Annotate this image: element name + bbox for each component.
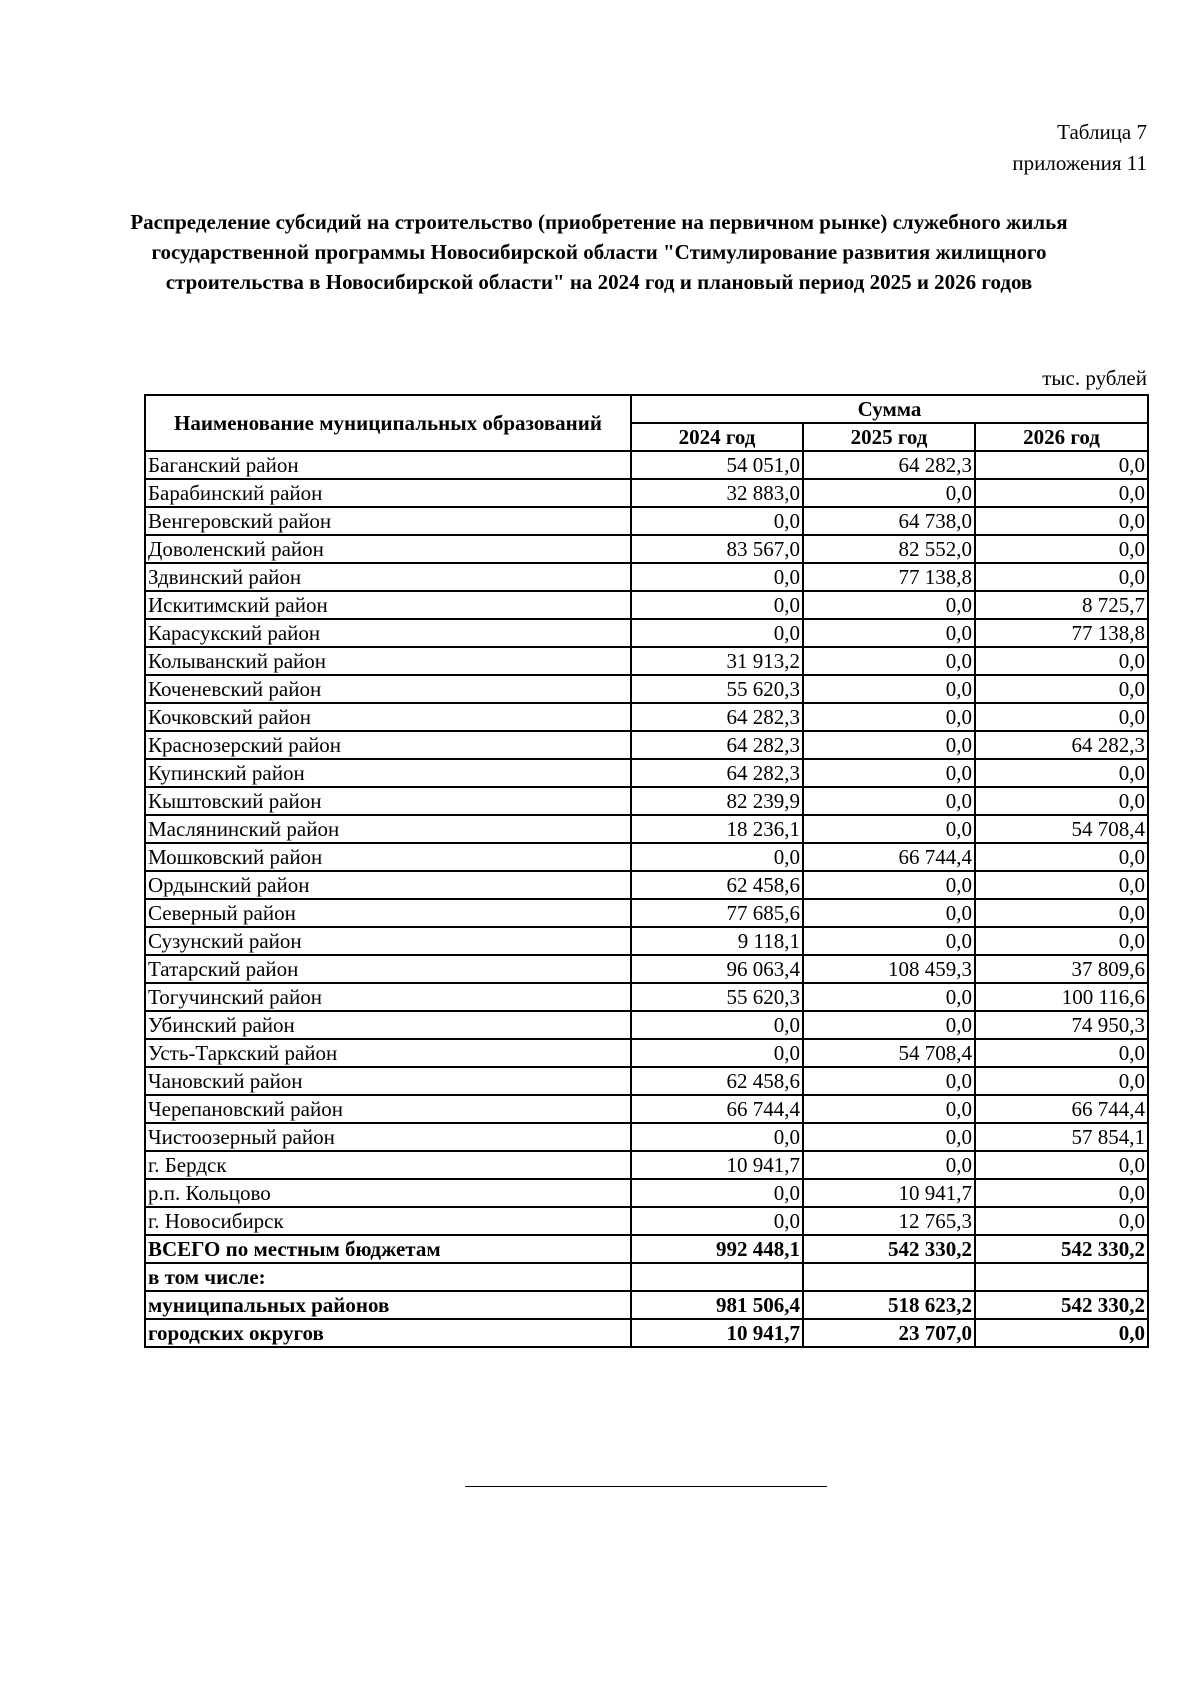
- table-row: [145, 1011, 1148, 1039]
- table-row: [145, 1095, 1148, 1123]
- value-2026: 0,0: [975, 507, 1148, 535]
- value-2024: 66 744,4: [631, 1095, 803, 1123]
- value-2025: 0,0: [803, 1067, 975, 1095]
- value-2024: 0,0: [631, 619, 803, 647]
- value-2024: 31 913,2: [631, 647, 803, 675]
- value-2024: [631, 1263, 803, 1291]
- value-2024: 0,0: [631, 1123, 803, 1151]
- table-row: [145, 899, 1148, 927]
- value-2025: 0,0: [803, 983, 975, 1011]
- value-2024: 0,0: [631, 507, 803, 535]
- value-2024: 54 051,0: [631, 451, 803, 479]
- municipality-name: ВСЕГО по местным бюджетам: [145, 1235, 631, 1263]
- subsidy-table: [144, 394, 1149, 1348]
- value-2025: 0,0: [803, 647, 975, 675]
- value-2024: 55 620,3: [631, 983, 803, 1011]
- table-row: [145, 451, 1148, 479]
- value-2025: 0,0: [803, 675, 975, 703]
- value-2026: 0,0: [975, 1319, 1148, 1347]
- value-2024: 0,0: [631, 1207, 803, 1235]
- municipality-name: Сузунский район: [145, 927, 631, 955]
- municipality-name: Кыштовский район: [145, 787, 631, 815]
- table-row: [145, 815, 1148, 843]
- value-2024: 77 685,6: [631, 899, 803, 927]
- table-row: [145, 843, 1148, 871]
- unit-label: тыс. рублей: [1042, 366, 1147, 390]
- value-2026: 0,0: [975, 787, 1148, 815]
- value-2024: 0,0: [631, 843, 803, 871]
- total-row: [145, 1235, 1148, 1263]
- table-row: [145, 955, 1148, 983]
- value-2026: [975, 1263, 1148, 1291]
- value-2024: 82 239,9: [631, 787, 803, 815]
- value-2024: 981 506,4: [631, 1291, 803, 1319]
- closing-rule: [465, 1486, 827, 1487]
- value-2025: 10 941,7: [803, 1179, 975, 1207]
- value-2024: 62 458,6: [631, 871, 803, 899]
- municipality-name: Чистоозерный район: [145, 1123, 631, 1151]
- value-2025: 0,0: [803, 731, 975, 759]
- table-row: [145, 507, 1148, 535]
- value-2025: 0,0: [803, 1123, 975, 1151]
- municipality-name: Тогучинский район: [145, 983, 631, 1011]
- value-2024: 64 282,3: [631, 731, 803, 759]
- value-2025: 64 738,0: [803, 507, 975, 535]
- value-2024: 0,0: [631, 563, 803, 591]
- value-2024: 64 282,3: [631, 703, 803, 731]
- value-2025: 0,0: [803, 479, 975, 507]
- table-row: [145, 927, 1148, 955]
- value-2026: 100 116,6: [975, 983, 1148, 1011]
- municipality-name: в том числе:: [145, 1263, 631, 1291]
- value-2026: 66 744,4: [975, 1095, 1148, 1123]
- value-2025: 0,0: [803, 899, 975, 927]
- value-2026: 0,0: [975, 451, 1148, 479]
- value-2026: 0,0: [975, 563, 1148, 591]
- value-2026: 0,0: [975, 899, 1148, 927]
- value-2026: 77 138,8: [975, 619, 1148, 647]
- value-2025: 0,0: [803, 591, 975, 619]
- document-title: Распределение субсидий на строительство (приобретение на первичном рынке) служебного жилья государственной программы Новосибирской области "Стимулирование развития жилищного строительства в Новосибирской области" на 2024 год и плановый период 2025 и 2026 годов: [130, 210, 1068, 294]
- value-2026: 542 330,2: [975, 1235, 1148, 1263]
- total-row: [145, 1263, 1148, 1291]
- value-2025: 12 765,3: [803, 1207, 975, 1235]
- value-2026: 0,0: [975, 479, 1148, 507]
- value-2026: 542 330,2: [975, 1291, 1148, 1319]
- column-header-name: Наименование муниципальных образований: [145, 395, 631, 451]
- municipality-name: муниципальных районов: [145, 1291, 631, 1319]
- value-2026: 0,0: [975, 1151, 1148, 1179]
- municipality-name: Чановский район: [145, 1067, 631, 1095]
- municipality-name: Кочковский район: [145, 703, 631, 731]
- table-body: [145, 451, 1148, 1347]
- value-2026: 0,0: [975, 535, 1148, 563]
- municipality-name: Маслянинский район: [145, 815, 631, 843]
- table-reference: Таблица 7: [1057, 120, 1147, 144]
- value-2026: 64 282,3: [975, 731, 1148, 759]
- municipality-name: Татарский район: [145, 955, 631, 983]
- value-2025: 0,0: [803, 703, 975, 731]
- value-2024: 992 448,1: [631, 1235, 803, 1263]
- table-row: [145, 1123, 1148, 1151]
- municipality-name: Карасукский район: [145, 619, 631, 647]
- table-row: [145, 1067, 1148, 1095]
- table-row: [145, 619, 1148, 647]
- value-2025: [803, 1263, 975, 1291]
- table-row: [145, 787, 1148, 815]
- value-2025: 66 744,4: [803, 843, 975, 871]
- municipality-name: Колыванский район: [145, 647, 631, 675]
- value-2025: 54 708,4: [803, 1039, 975, 1067]
- value-2026: 0,0: [975, 871, 1148, 899]
- table-row: [145, 647, 1148, 675]
- table-row: [145, 535, 1148, 563]
- table-row: [145, 591, 1148, 619]
- municipality-name: Черепановский район: [145, 1095, 631, 1123]
- value-2024: 10 941,7: [631, 1151, 803, 1179]
- value-2024: 0,0: [631, 1179, 803, 1207]
- table-row: [145, 1179, 1148, 1207]
- municipality-name: Мошковский район: [145, 843, 631, 871]
- value-2025: 108 459,3: [803, 955, 975, 983]
- value-2025: 0,0: [803, 871, 975, 899]
- municipality-name: Венгеровский район: [145, 507, 631, 535]
- value-2024: 0,0: [631, 591, 803, 619]
- table-row: [145, 731, 1148, 759]
- total-row: [145, 1291, 1148, 1319]
- value-2025: 518 623,2: [803, 1291, 975, 1319]
- value-2025: 542 330,2: [803, 1235, 975, 1263]
- value-2026: 0,0: [975, 647, 1148, 675]
- value-2024: 83 567,0: [631, 535, 803, 563]
- municipality-name: Северный район: [145, 899, 631, 927]
- municipality-name: р.п. Кольцово: [145, 1179, 631, 1207]
- value-2025: 0,0: [803, 619, 975, 647]
- municipality-name: Здвинский район: [145, 563, 631, 591]
- value-2026: 0,0: [975, 759, 1148, 787]
- municipality-name: Баганский район: [145, 451, 631, 479]
- value-2026: 0,0: [975, 1067, 1148, 1095]
- value-2026: 0,0: [975, 703, 1148, 731]
- municipality-name: Краснозерский район: [145, 731, 631, 759]
- value-2025: 64 282,3: [803, 451, 975, 479]
- value-2026: 74 950,3: [975, 1011, 1148, 1039]
- municipality-name: городских округов: [145, 1319, 631, 1347]
- value-2024: 55 620,3: [631, 675, 803, 703]
- value-2026: 37 809,6: [975, 955, 1148, 983]
- municipality-name: Барабинский район: [145, 479, 631, 507]
- column-header-2024: 2024 год: [631, 423, 803, 451]
- total-row: [145, 1319, 1148, 1347]
- municipality-name: Купинский район: [145, 759, 631, 787]
- value-2024: 9 118,1: [631, 927, 803, 955]
- column-header-sum: Сумма: [631, 395, 1148, 423]
- municipality-name: Ордынский район: [145, 871, 631, 899]
- table-row: [145, 563, 1148, 591]
- value-2025: 0,0: [803, 1011, 975, 1039]
- value-2024: 10 941,7: [631, 1319, 803, 1347]
- municipality-name: Искитимский район: [145, 591, 631, 619]
- table-row: [145, 1207, 1148, 1235]
- table-row: [145, 871, 1148, 899]
- municipality-name: г. Бердск: [145, 1151, 631, 1179]
- value-2025: 0,0: [803, 759, 975, 787]
- value-2026: 8 725,7: [975, 591, 1148, 619]
- value-2025: 77 138,8: [803, 563, 975, 591]
- value-2025: 23 707,0: [803, 1319, 975, 1347]
- value-2024: 18 236,1: [631, 815, 803, 843]
- table-row: [145, 703, 1148, 731]
- table-row: [145, 675, 1148, 703]
- value-2024: 0,0: [631, 1039, 803, 1067]
- value-2025: 0,0: [803, 927, 975, 955]
- municipality-name: Убинский район: [145, 1011, 631, 1039]
- table-row: [145, 983, 1148, 1011]
- value-2025: 0,0: [803, 815, 975, 843]
- value-2025: 0,0: [803, 1095, 975, 1123]
- table-row: [145, 479, 1148, 507]
- column-header-2026: 2026 год: [975, 423, 1148, 451]
- table-row: [145, 1039, 1148, 1067]
- value-2026: 0,0: [975, 1039, 1148, 1067]
- table-row: [145, 1151, 1148, 1179]
- value-2025: 0,0: [803, 1151, 975, 1179]
- municipality-name: г. Новосибирск: [145, 1207, 631, 1235]
- value-2024: 0,0: [631, 1011, 803, 1039]
- value-2026: 0,0: [975, 1179, 1148, 1207]
- value-2026: 0,0: [975, 843, 1148, 871]
- value-2026: 0,0: [975, 1207, 1148, 1235]
- value-2026: 0,0: [975, 675, 1148, 703]
- municipality-name: Доволенский район: [145, 535, 631, 563]
- column-header-2025: 2025 год: [803, 423, 975, 451]
- municipality-name: Коченевский район: [145, 675, 631, 703]
- table-row: [145, 759, 1148, 787]
- value-2026: 0,0: [975, 927, 1148, 955]
- value-2024: 62 458,6: [631, 1067, 803, 1095]
- municipality-name: Усть-Таркский район: [145, 1039, 631, 1067]
- value-2026: 57 854,1: [975, 1123, 1148, 1151]
- value-2024: 64 282,3: [631, 759, 803, 787]
- appendix-reference: приложения 11: [1012, 151, 1147, 175]
- value-2026: 54 708,4: [975, 815, 1148, 843]
- value-2024: 32 883,0: [631, 479, 803, 507]
- value-2025: 82 552,0: [803, 535, 975, 563]
- value-2025: 0,0: [803, 787, 975, 815]
- value-2024: 96 063,4: [631, 955, 803, 983]
